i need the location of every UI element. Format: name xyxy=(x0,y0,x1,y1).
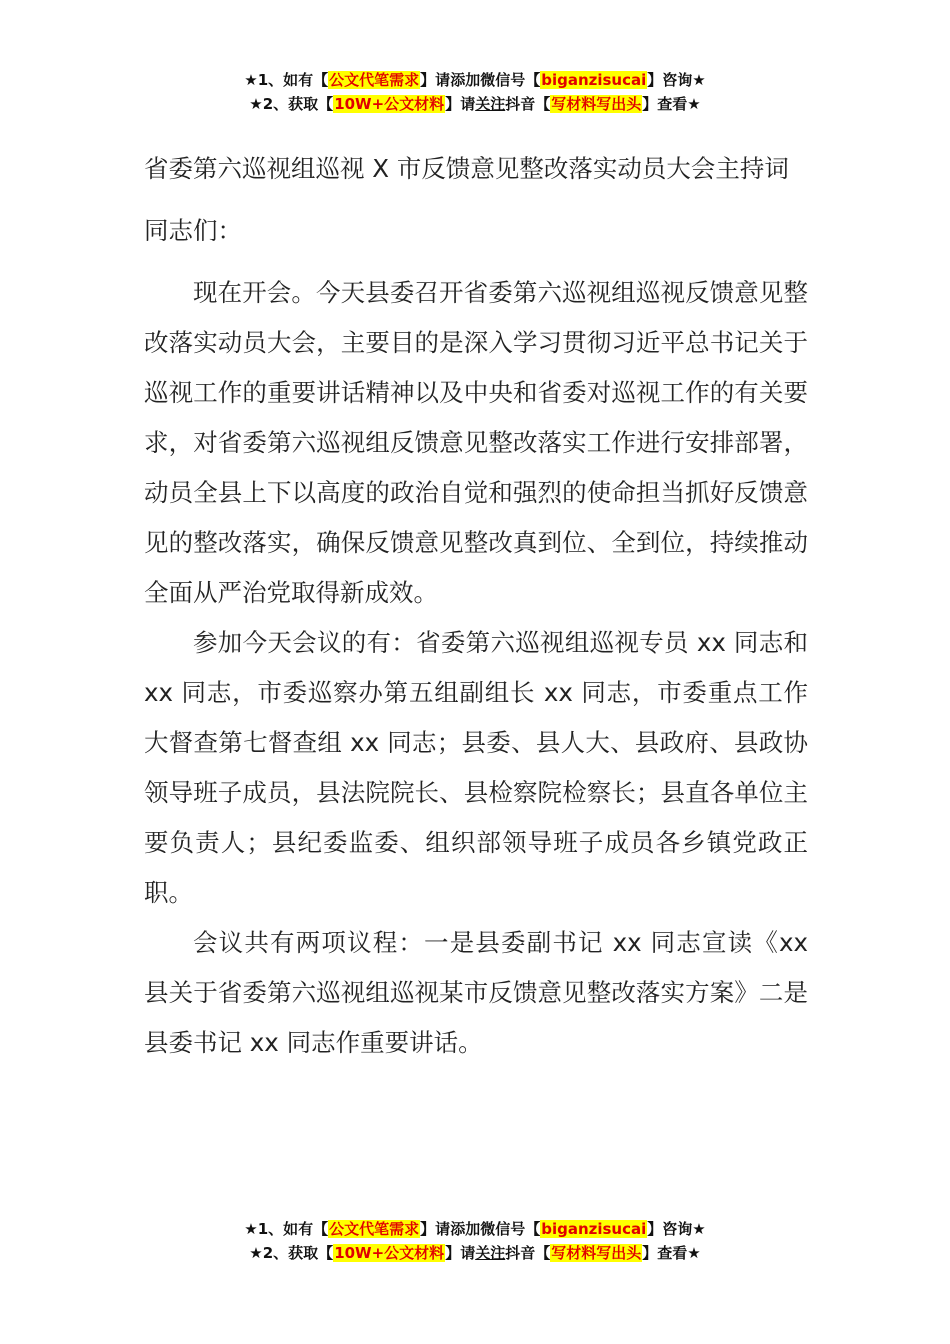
banner-emphasis: 添加 xyxy=(450,1220,481,1238)
banner-douyin-id: 写材料写出头 xyxy=(551,1244,642,1262)
banner-text: 】请 xyxy=(420,71,451,89)
banner-text: ★1、如有【 xyxy=(244,71,329,89)
paragraph-opening: 现在开会。今天县委召开省委第六巡视组巡视反馈意见整改落实动员大会，主要目的是深入学习贯彻习近平总书记关于巡视工作的重要讲话精神以及中央和省委对巡视工作的有关要求，对省委第六巡视组反馈意见整改落实工作进行安排部署，动员全县上下以高度的政治自觉和强烈的使命担当抓好反馈意见的整改落实，确保反馈意见整改真到位、全到位，持续推动全面从严治党取得新成效。 xyxy=(144,278,808,607)
paragraph-agenda: 会议共有两项议程：一是县委副书记 xx 同志宣读《xx 县关于省委第六巡视组巡视某市反馈意见整改落实方案》二是县委书记 xx 同志作重要讲话。 xyxy=(144,928,808,1057)
banner-text: 微信号【 xyxy=(480,71,541,89)
banner-text: 】咨询★ xyxy=(647,71,706,89)
banner-text: 】请 xyxy=(445,1244,476,1262)
banner-douyin-id: 写材料写出头 xyxy=(551,95,642,113)
banner-line-1 xyxy=(0,1217,950,1241)
banner-line-2 xyxy=(0,1241,950,1265)
document-title: 省委第六巡视组巡视 X 市反馈意见整改落实动员大会主持词 xyxy=(144,154,789,183)
banner-emphasis: 添加 xyxy=(450,71,481,89)
banner-highlight: 10W+公文材料 xyxy=(334,95,445,113)
banner-text: 】查看★ xyxy=(642,95,701,113)
banner-text: 抖音【 xyxy=(505,95,551,113)
banner-highlight: 公文代笔需求 xyxy=(329,71,420,89)
banner-text: ★2、获取【 xyxy=(249,1244,334,1262)
banner-text: 微信号【 xyxy=(480,1220,541,1238)
banner-text: 】咨询★ xyxy=(647,1220,706,1238)
banner-emphasis: 关注 xyxy=(475,1244,506,1262)
document-body xyxy=(144,144,808,1068)
banner-text: ★1、如有【 xyxy=(244,1220,329,1238)
header-banner xyxy=(0,68,950,116)
footer-banner xyxy=(0,1217,950,1265)
banner-highlight: 10W+公文材料 xyxy=(334,1244,445,1262)
banner-wechat-id: biganzisucai xyxy=(541,1220,647,1238)
paragraph-attendees: 参加今天会议的有：省委第六巡视组巡视专员 xx 同志和 xx 同志，市委巡察办第五组副组长 xx 同志，市委重点工作大督查第七督查组 xx 同志；县委、县人大、县政府、县政协领导班子成员，县法院院长、县检察院检察长；县直各单位主要负责人；县纪委监委、组织部领导班子成员各乡镇党政正职。 xyxy=(144,628,808,907)
banner-text: 抖音【 xyxy=(505,1244,551,1262)
greeting: 同志们： xyxy=(144,216,242,245)
banner-text: 】查看★ xyxy=(642,1244,701,1262)
banner-text: 】请 xyxy=(420,1220,451,1238)
banner-text: 】请 xyxy=(445,95,476,113)
banner-wechat-id: biganzisucai xyxy=(541,71,647,89)
banner-highlight: 公文代笔需求 xyxy=(329,1220,420,1238)
banner-line-1 xyxy=(0,68,950,92)
banner-line-2 xyxy=(0,92,950,116)
banner-emphasis: 关注 xyxy=(475,95,506,113)
banner-text: ★2、获取【 xyxy=(249,95,334,113)
